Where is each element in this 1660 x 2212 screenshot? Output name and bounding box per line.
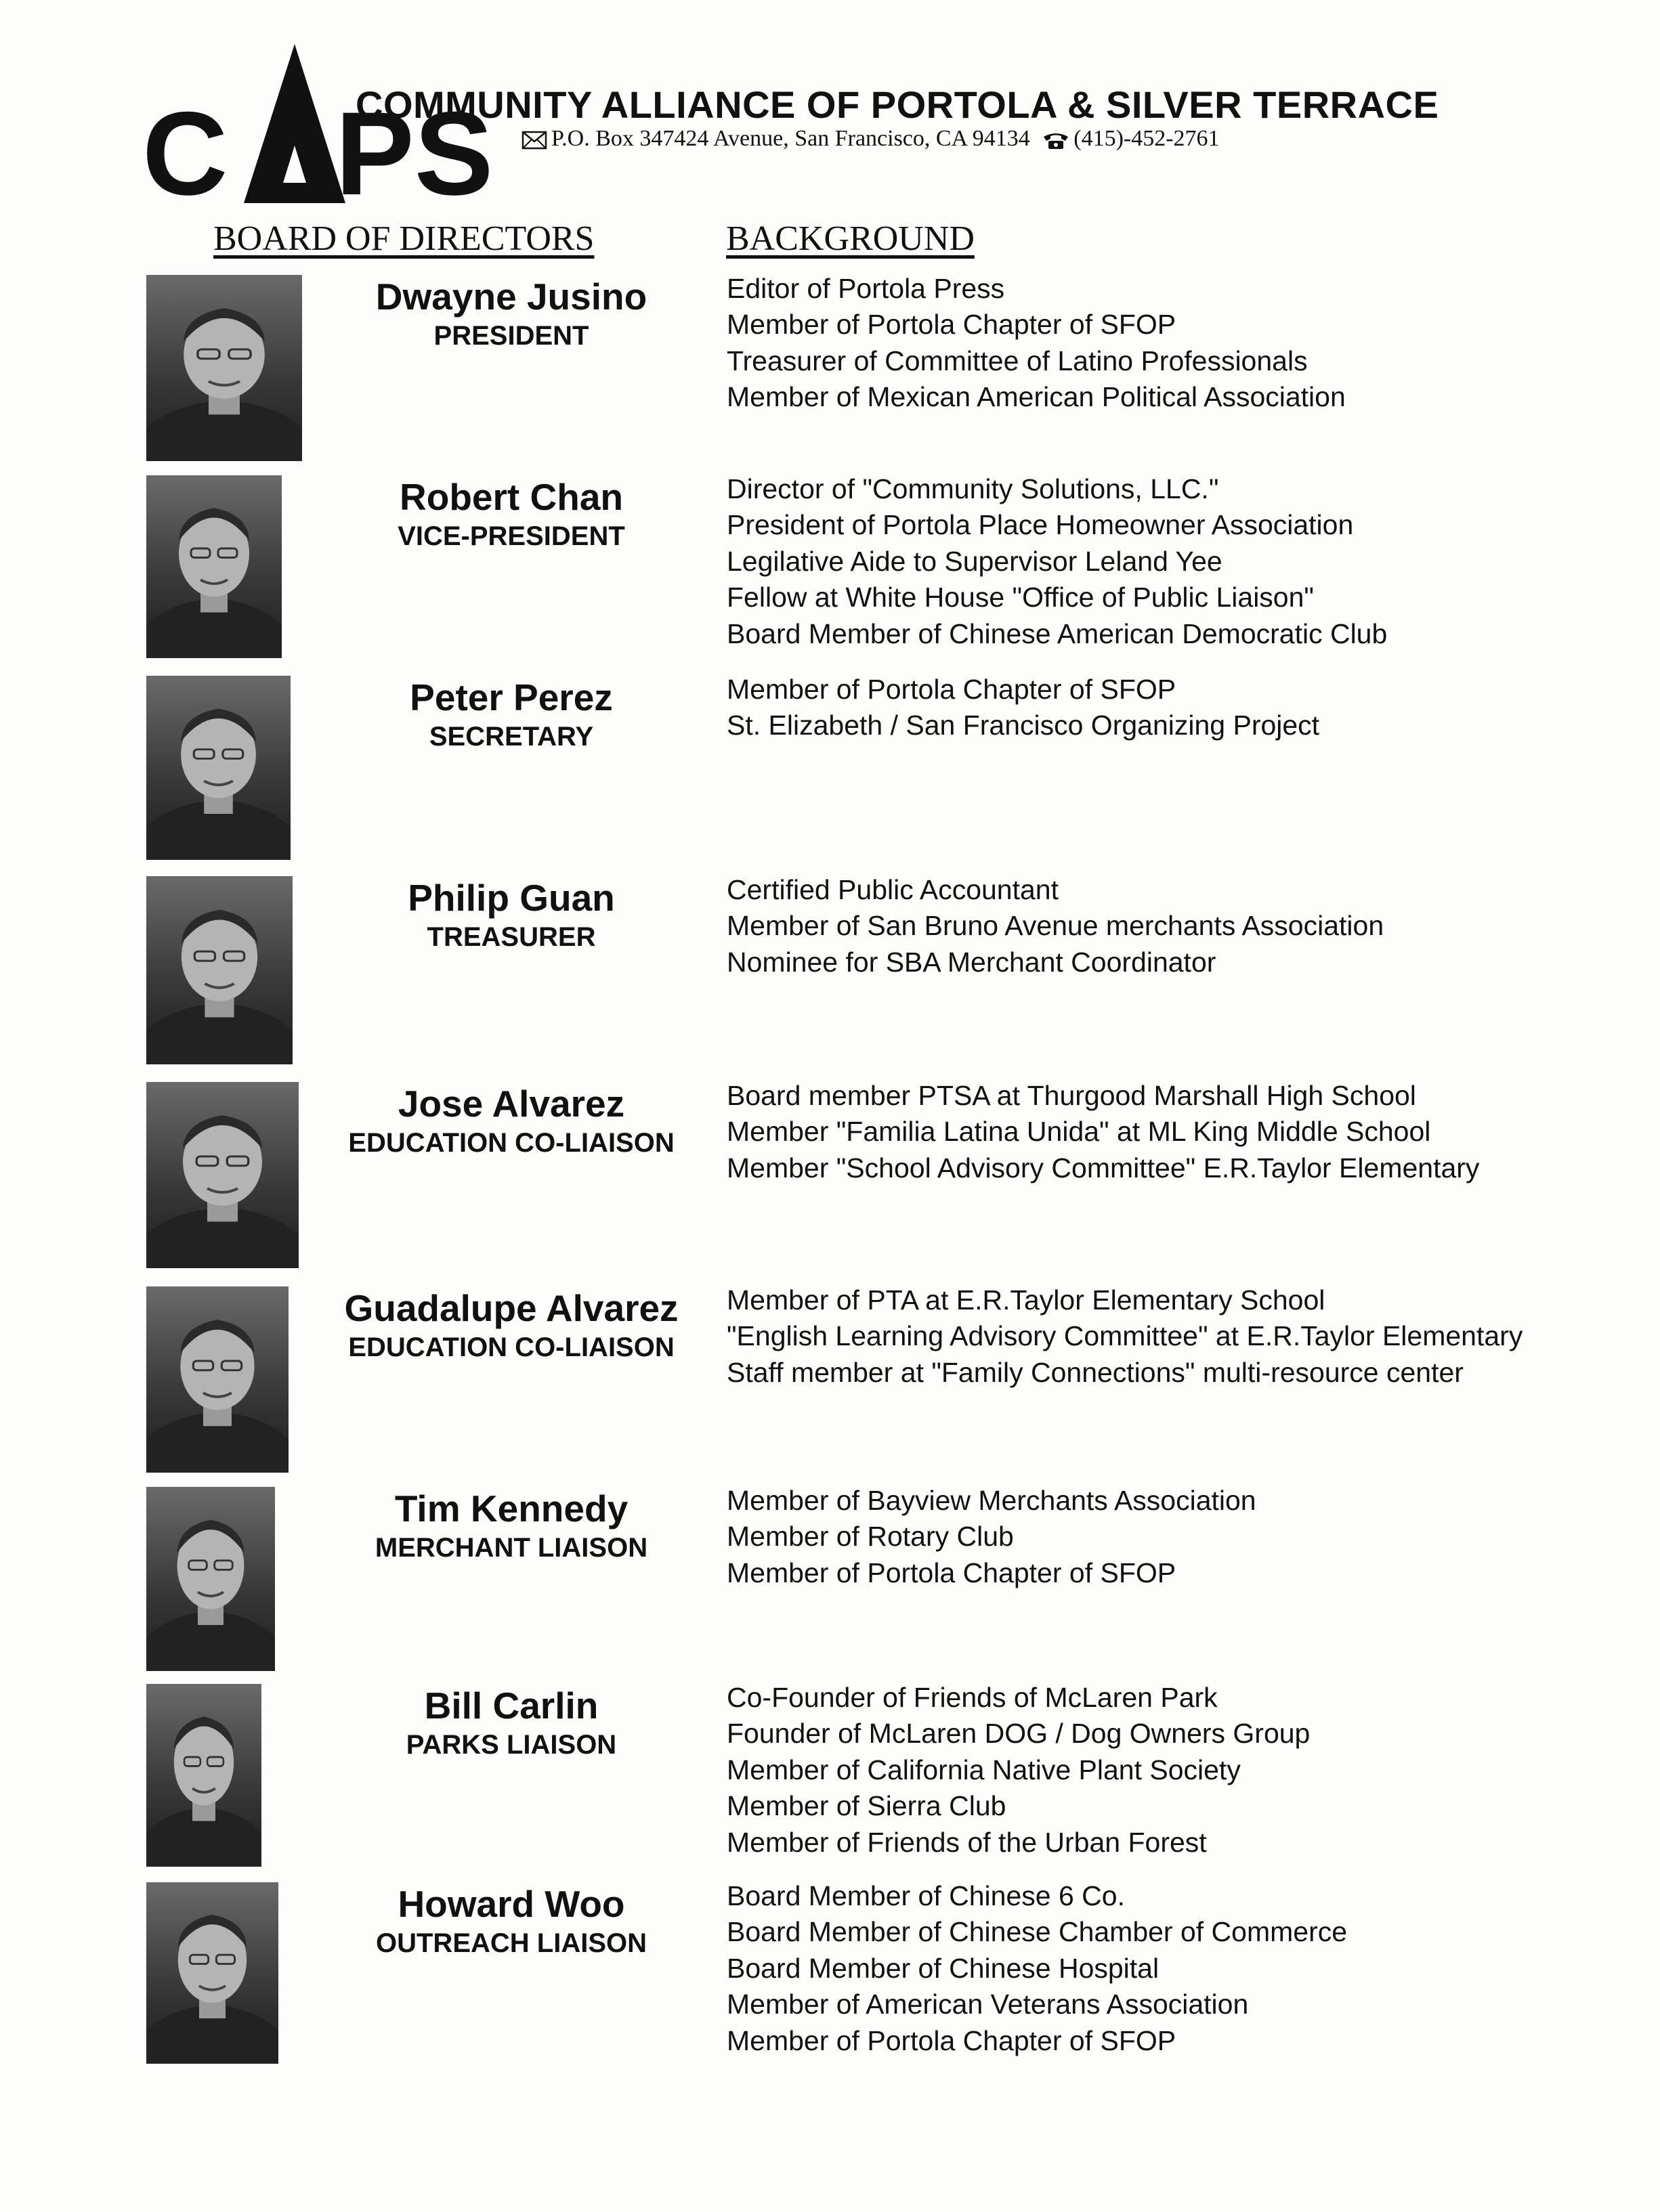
- member-name: Dwayne Jusino: [375, 276, 647, 318]
- member-role: OUTREACH LIAISON: [376, 1928, 647, 1958]
- background-item: Member "Familia Latina Unida" at ML King Middle School: [727, 1116, 1431, 1148]
- member-title-block: [308, 1286, 715, 1365]
- background-item: Editor of Portola Press: [727, 273, 1005, 304]
- member-title-block: [308, 676, 715, 754]
- member-photo: [146, 676, 291, 860]
- member-title-block: [308, 876, 715, 955]
- member-title-block: [308, 475, 715, 554]
- member-title-block: [308, 1082, 715, 1161]
- background-item: Board Member of Chinese Hospital: [727, 1952, 1159, 1984]
- member-role: SECRETARY: [429, 722, 594, 752]
- member-background-list: [727, 872, 1384, 980]
- member-name: Peter Perez: [410, 676, 613, 718]
- background-item: Member of Mexican American Political Association: [727, 381, 1346, 413]
- background-item: Board Member of Chinese Chamber of Commerce: [727, 1916, 1348, 1948]
- member-role: EDUCATION CO-LIAISON: [348, 1128, 675, 1158]
- member-title-block: [308, 275, 715, 353]
- mailing-address: P.O. Box 347424 Avenue, San Francisco, CA 94134: [551, 126, 1030, 151]
- phone-number: (415)-452-2761: [1073, 126, 1220, 151]
- member-photo: [146, 1082, 299, 1268]
- background-item: Member of American Veterans Association: [727, 1989, 1249, 2020]
- contact-line: [522, 126, 1220, 152]
- background-item: Board member PTSA at Thurgood Marshall High School: [727, 1080, 1416, 1111]
- background-item: Director of "Community Solutions, LLC.": [727, 473, 1219, 504]
- background-item: Member of San Bruno Avenue merchants Association: [727, 910, 1384, 942]
- member-role: MERCHANT LIAISON: [375, 1533, 648, 1563]
- background-item: Member of Portola Chapter of SFOP: [727, 2024, 1176, 2056]
- member-name: Howard Woo: [398, 1883, 625, 1925]
- background-item: Board Member of Chinese 6 Co.: [727, 1880, 1125, 1911]
- background-item: Member of Sierra Club: [727, 1790, 1006, 1822]
- background-item: Member "School Advisory Committee" E.R.Taylor Elementary: [727, 1152, 1480, 1184]
- member-background-list: [727, 1078, 1479, 1186]
- background-item: Nominee for SBA Merchant Coordinator: [727, 946, 1216, 978]
- directors-column-heading: BOARD OF DIRECTORS: [213, 219, 595, 258]
- member-photo: [146, 876, 293, 1064]
- member-title-block: [308, 1882, 715, 1961]
- member-name: Guadalupe Alvarez: [344, 1287, 679, 1329]
- svg-text:PS: PS: [335, 88, 494, 203]
- member-photo: [146, 275, 302, 461]
- background-item: Member of PTA at E.R.Taylor Elementary School: [727, 1284, 1325, 1316]
- background-item: Treasurer of Committee of Latino Professionals: [727, 345, 1308, 376]
- member-photo: [146, 1487, 275, 1671]
- background-item: "English Learning Advisory Committee" at E.R.Taylor Elementary: [727, 1320, 1523, 1352]
- background-item: Legilative Aide to Supervisor Leland Yee: [727, 545, 1222, 577]
- background-item: Member of Portola Chapter of SFOP: [727, 1557, 1176, 1588]
- background-item: Member of Portola Chapter of SFOP: [727, 674, 1176, 705]
- background-item: Fellow at White House "Office of Public Liaison": [727, 582, 1314, 613]
- background-item: Member of Friends of the Urban Forest: [727, 1826, 1207, 1858]
- background-item: St. Elizabeth / San Francisco Organizing Project: [727, 710, 1320, 741]
- background-item: Member of Rotary Club: [727, 1521, 1014, 1553]
- member-role: TREASURER: [427, 922, 596, 952]
- member-background-list: [727, 1282, 1523, 1391]
- background-item: Member of Portola Chapter of SFOP: [727, 309, 1176, 341]
- member-title-block: [308, 1487, 715, 1565]
- member-background-list: [727, 1878, 1347, 2059]
- background-item: Member of Bayview Merchants Association: [727, 1485, 1256, 1516]
- member-name: Tim Kennedy: [394, 1488, 629, 1530]
- member-role: VICE-PRESIDENT: [398, 521, 625, 551]
- member-title-block: [308, 1684, 715, 1762]
- member-background-list: [727, 1483, 1256, 1591]
- background-item: President of Portola Place Homeowner Association: [727, 509, 1354, 541]
- member-role: PRESIDENT: [433, 321, 589, 351]
- member-background-list: [727, 471, 1387, 652]
- envelope-icon: [522, 131, 547, 150]
- member-photo: [146, 1882, 278, 2064]
- member-role: PARKS LIAISON: [406, 1730, 617, 1760]
- member-role: EDUCATION CO-LIAISON: [348, 1332, 675, 1362]
- svg-text:C: C: [142, 88, 228, 203]
- member-background-list: [727, 1680, 1310, 1861]
- member-photo: [146, 1684, 261, 1867]
- member-background-list: [727, 271, 1346, 416]
- organization-name: COMMUNITY ALLIANCE OF PORTOLA & SILVER TERRACE: [356, 83, 1439, 126]
- telephone-icon: [1042, 130, 1069, 150]
- background-item: Co-Founder of Friends of McLaren Park: [727, 1682, 1218, 1713]
- member-name: Bill Carlin: [424, 1685, 599, 1727]
- member-name: Jose Alvarez: [398, 1083, 625, 1125]
- background-item: Founder of McLaren DOG / Dog Owners Group: [727, 1718, 1311, 1750]
- background-item: Staff member at "Family Connections" multi-resource center: [727, 1356, 1464, 1388]
- background-column-heading: BACKGROUND: [726, 219, 975, 258]
- member-photo: [146, 475, 282, 658]
- member-background-list: [727, 672, 1319, 744]
- member-name: Robert Chan: [400, 476, 623, 518]
- member-photo: [146, 1286, 289, 1473]
- letterhead: [0, 0, 1660, 203]
- background-item: Member of California Native Plant Society: [727, 1754, 1241, 1785]
- background-item: Certified Public Accountant: [727, 874, 1059, 905]
- background-item: Board Member of Chinese American Democratic Club: [727, 617, 1388, 649]
- member-name: Philip Guan: [408, 877, 615, 919]
